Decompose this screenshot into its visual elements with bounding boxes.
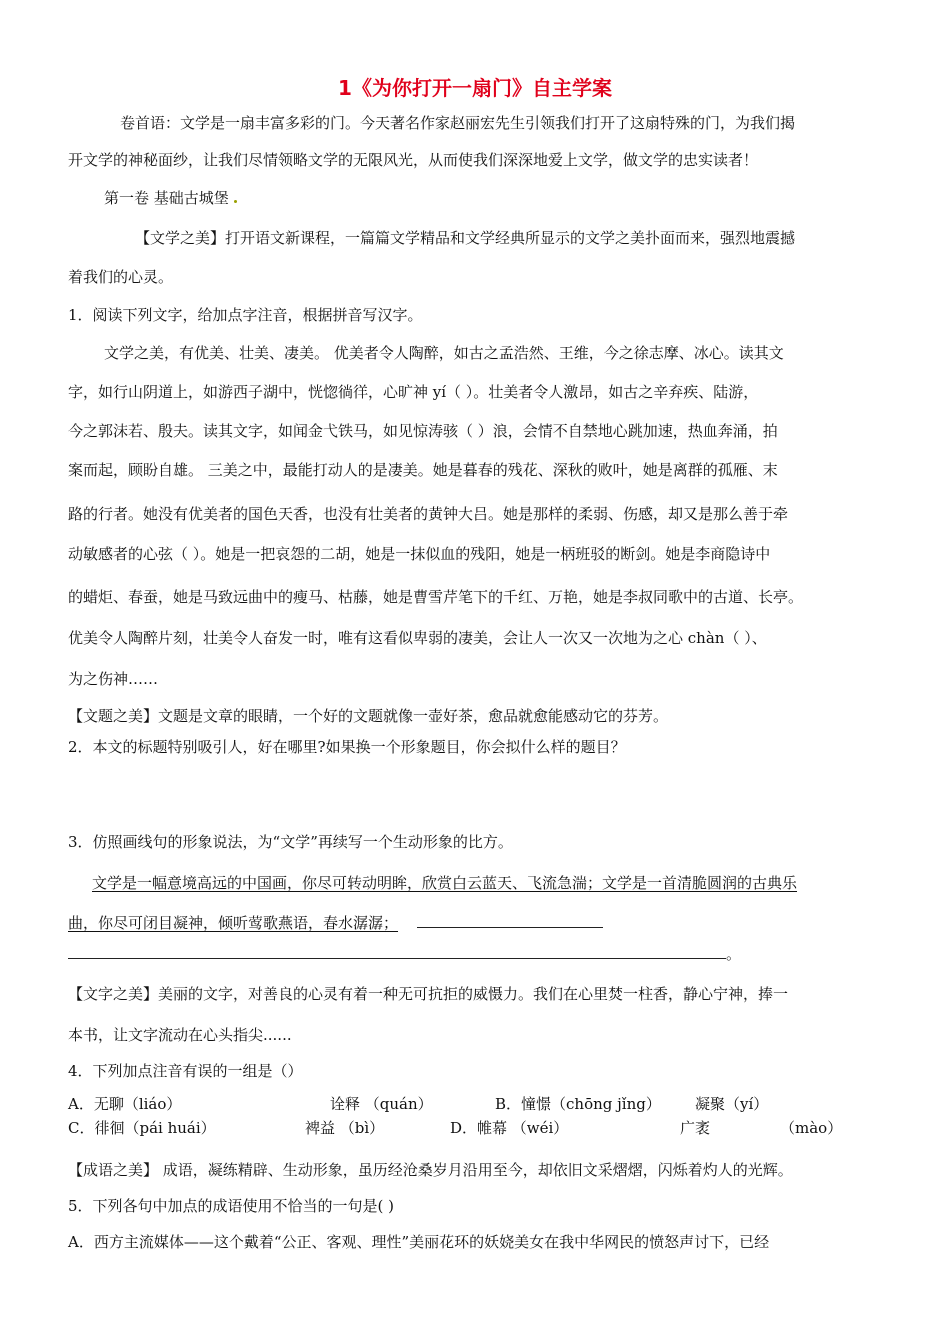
q3-end-mark: 。 [726,945,742,963]
passage-line-7: 的蜡炬、春蚕，她是马致远曲中的瘦马、枯藤，她是曹雪芹笔下的千红、万艳，她是李叔同歌中的古道、长亭。 [68,588,804,606]
question-4: 4．下列加点注音有误的一组是（） [68,1062,303,1080]
question-2: 2．本文的标题特别吸引人，好在哪里?如果换一个形象题目，你会拟什么样的题目？ [68,738,626,756]
passage-line-8: 优美令人陶醉片刻，壮美令人奋发一时，唯有这看似卑弱的凄美，会让人一次又一次地为之心 chàn（ ）、 [68,629,767,647]
q4-option-a-2: 诠释 （quán） [330,1095,433,1113]
q4-option-d-2: 广袤 [680,1119,711,1137]
q4-option-a: A．无聊（liáo） [68,1095,182,1113]
passage-line-2: 字，如行山阴道上，如游西子湖中，恍惚徜徉，心旷神 yí（ ）。壮美者令人激昂，如古之辛弃疾、陆游， [68,383,759,401]
literature-beauty-line-1: 【文学之美】打开语文新课程，一篇篇文学精品和文学经典所显示的文学之美扑面而来，强烈地震撼 [135,229,796,247]
question-5: 5．下列各句中加点的成语使用不恰当的一句是( ) [68,1197,395,1215]
volume-heading-text: 第一卷 基础古城堡 [104,189,229,207]
passage-line-9: 为之伤神…… [68,670,159,688]
q4-option-d: D．帷幕 （wéi） [450,1119,569,1137]
q3-example-line-2 [68,913,603,933]
intro-line-2: 开文学的神秘面纱，让我们尽情领略文学的无限风光，从而使我们深深地爱上文学，做文学的忠实读者！ [68,151,759,169]
topic-beauty: 【文题之美】文题是文章的眼睛，一个好的文题就像一壶好茶，愈品就愈能感动它的芬芳。 [68,707,669,725]
question-1: 1．阅读下列文字，给加点字注音，根据拼音写汉字。 [68,306,423,324]
literature-beauty-line-2: 着我们的心灵。 [68,268,174,286]
q4-option-b-2: 凝聚（yí） [695,1095,769,1113]
word-beauty-line-1: 【文字之美】美丽的文字，对善良的心灵有着一种无可抗拒的威慑力。我们在心里焚一柱香，静心宁神，捧一 [68,985,789,1003]
passage-line-3: 今之郭沫若、殷夫。读其文字，如闻金弋铁马，如见惊涛骇（ ）浪，会情不自禁地心跳加速，热血奔涌，拍 [68,422,778,440]
q4-option-c: C．徘徊（pái huái） [68,1119,216,1137]
q3-example-text: 曲，你尽可闭目凝神，倾听莺歌燕语，春水潺潺； [68,914,399,932]
word-beauty-line-2: 本书，让文字流动在心头指尖...... [68,1026,292,1044]
volume-heading [104,188,237,208]
mark-dot [234,200,237,203]
q3-answer-line [68,944,741,964]
q4-option-d-3: （mào） [780,1119,843,1137]
passage-line-6: 动敏感者的心弦（ ）。她是一把哀怨的二胡，她是一抹似血的残阳，她是一柄班驳的断剑。她是李商隐诗中 [68,545,771,563]
answer-blank-1[interactable] [417,913,603,928]
passage-line-5: 路的行者。她没有优美者的国色天香，也没有壮美者的黄钟大吕。她是那样的柔弱、伤感，却又是那么善于牵 [68,505,789,523]
question-3: 3．仿照画线句的形象说法，为“文学”再续写一个生动形象的比方。 [68,833,513,851]
idiom-beauty: 【成语之美】 成语，凝练精辟、生动形象，虽历经沧桑岁月沿用至今，却依旧文采熠熠，闪烁着灼人的光辉。 [68,1161,793,1179]
passage-line-4: 案而起，顾盼自雄。 三美之中，最能打动人的是凄美。她是暮春的残花、深秋的败叶，她是离群的孤雁、末 [68,461,778,479]
answer-blank-2[interactable] [68,944,726,959]
page-title: 1《为你打开一扇门》自主学案 [338,76,612,100]
q4-option-c-2: 裨益 （bì） [305,1119,385,1137]
q3-example-line-1: 文学是一幅意境高远的中国画，你尽可转动明眸，欣赏白云蓝天、飞流急湍；文学是一首清脆圆润的古典乐 [92,874,798,892]
q4-option-b: B．憧憬（chōng jǐng） [495,1095,661,1113]
q5-option-a: A．西方主流媒体——这个戴着“公正、客观、理性”美丽花环的妖娆美女在我中华网民的愤怒声讨下，已经 [68,1233,770,1251]
intro-line-1: 卷首语：文学是一扇丰富多彩的门。今天著名作家赵丽宏先生引领我们打开了这扇特殊的门，为我们揭 [120,114,796,132]
passage-line-1: 文学之美，有优美、壮美、凄美。 优美者令人陶醉，如古之孟浩然、王维，今之徐志摩、冰心。读其文 [104,344,784,362]
